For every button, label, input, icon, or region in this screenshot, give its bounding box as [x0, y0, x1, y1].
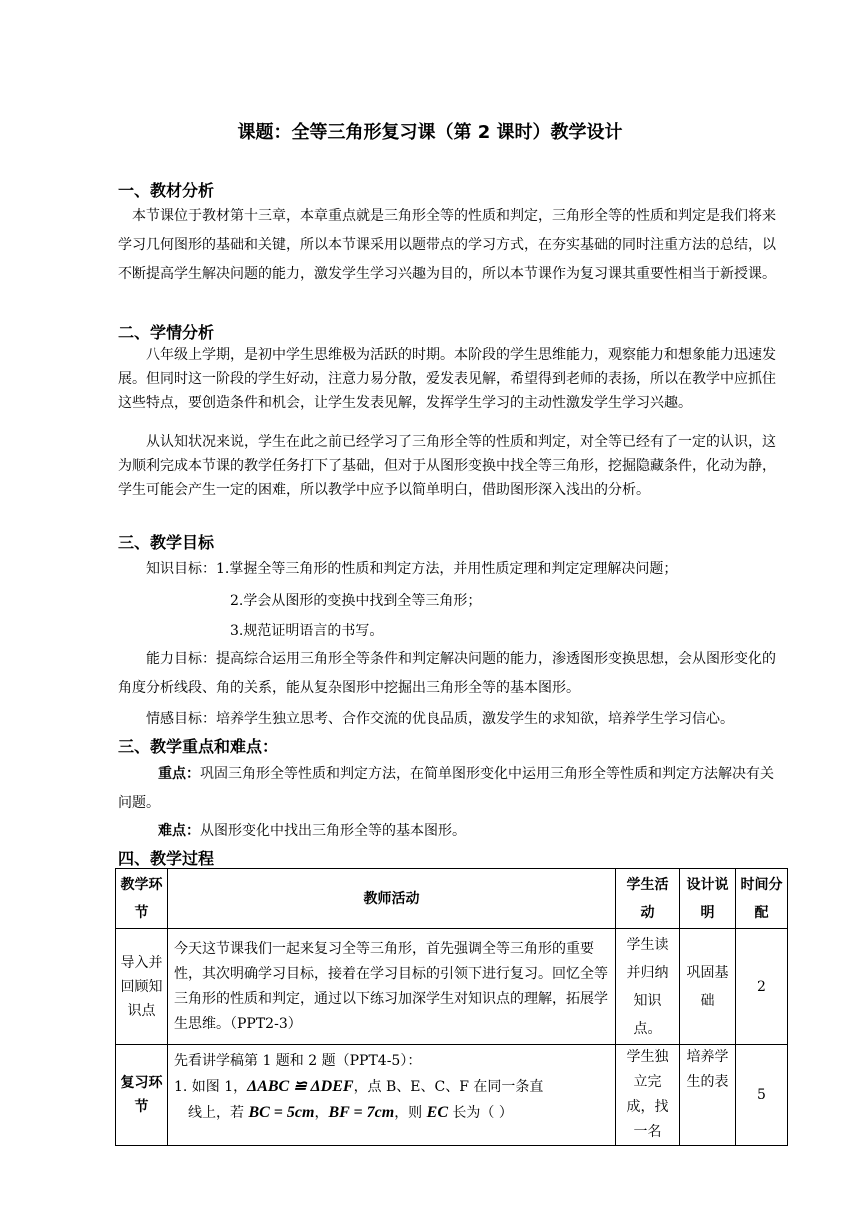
cell-student-activity: 学生读并归纳知识点。 [616, 929, 680, 1045]
bf-length: BF = 7cm [328, 1104, 395, 1121]
difficulty-body: 从图形变化中找出三角形全等的基本图形。 [200, 823, 466, 839]
exercise-line-2: 线上，若 BC = 5cm，BF = 7cm，则 EC 长为（ ） [188, 1104, 513, 1121]
table-row [116, 929, 788, 1045]
key-point-body: 巩固三角形全等性质和判定方法，在简单图形变化中运用三角形全等性质和判定方法解决有关问题。 [118, 766, 774, 811]
cell-stage: 导入并回顾知识点 [116, 929, 168, 1045]
section-heading-learners: 二、学情分析 [118, 323, 215, 342]
section-heading-material: 一、教材分析 [118, 181, 215, 200]
cell-student-activity: 学生独立完成，找一名 [616, 1045, 680, 1146]
header-teacher: 教师活动 [168, 869, 616, 929]
bc-length: BC = 5cm [248, 1104, 315, 1121]
knowledge-objective-1: 知识目标：1.掌握全等三角形的性质和判定方法，并用性质定理和判定定理解决问题； [146, 561, 678, 577]
section-heading-objectives: 三、教学目标 [118, 533, 215, 552]
header-stage: 教学环节 [116, 869, 168, 929]
cell-time: 5 [736, 1045, 788, 1146]
ability-objective: 能力目标：提高综合运用三角形全等条件和判定解决问题的能力，渗透图形变换思想，会从图形变化的角度分析线段、角的关系，能从复杂图形中挖掘出三角形全等的基本图形。 [118, 651, 776, 696]
difficulty-label: 难点： [158, 823, 200, 839]
cell-teacher-activity: 今天这节课我们一起来复习全等三角形，首先强调全等三角形的重要性，其次明确学习目标，接着在学习目标的引领下进行复习。回忆全等三角形的性质和判定，通过以下练习加深学生对知识点的理解，拓展学生思维。（PPT2-3） [168, 929, 616, 1045]
key-point-text [118, 760, 786, 818]
emotion-objective: 情感目标：培养学生独立思考、合作交流的优良品质，激发学生的求知欲，培养学生学习信心。 [146, 711, 734, 727]
congruence-formula: ΔABC ≌ ΔDEF [247, 1078, 354, 1095]
material-analysis-text: 本节课位于教材第十三章，本章重点就是三角形全等的性质和判定，三角形全等的性质和判定是我们将来学习几何图形的基础和关键，所以本节课采用以题带点的学习方式，在夯实基础的同时注重方法的总结，以不断提高学生解决问题的能力，激发学生学习兴趣为目的，所以本节课作为复习课其重要性相当于新授课。 [118, 208, 776, 282]
cell-time: 2 [736, 929, 788, 1045]
learner-analysis-para-1: 八年级上学期，是初中学生思维极为活跃的时期。本阶段的学生思维能力，观察能力和想象能力迅速发展。但同时这一阶段的学生好动，注意力易分散，爱发表见解，希望得到老师的表扬，所以在教学中应抓住这些特点，要创造条件和机会，让学生发表见解，发挥学生学习的主动性激发学生学习兴趣。 [118, 347, 776, 411]
header-design: 设计说明 [680, 869, 736, 929]
teaching-process-table [115, 868, 788, 1146]
exercise-intro: 先看讲学稿第 1 题和 2 题（PPT4-5）： [174, 1053, 422, 1069]
document-title: 课题：全等三角形复习课（第 2 课时）教学设计 [237, 122, 623, 143]
header-time: 时间分配 [736, 869, 788, 929]
cell-teacher-activity [168, 1045, 616, 1146]
header-student: 学生活动 [616, 869, 680, 929]
cell-stage: 复习环节 [116, 1045, 168, 1146]
learner-analysis-para-2: 从认知状况来说，学生在此之前已经学习了三角形全等的性质和判定，对全等已经有了一定的认识，这为顺利完成本节课的教学任务打下了基础，但对于从图形变换中找全等三角形，挖掘隐藏条件，化动为静，学生可能会产生一定的困难，所以教学中应予以简单明白，借助图形深入浅出的分析。 [118, 434, 776, 498]
table-row [116, 1045, 788, 1146]
exercise-line-1: 1. 如图 1，ΔABC ≌ ΔDEF，点 B、E、C、F 在同一条直 [174, 1078, 544, 1095]
section-heading-key-points: 三、教学重点和难点： [118, 737, 279, 756]
difficulty-text [158, 820, 466, 840]
ec-segment: EC [426, 1104, 448, 1121]
table-header-row [116, 869, 788, 929]
cell-design-note: 培养学生的表 [680, 1045, 736, 1146]
cell-design-note: 巩固基础 [680, 929, 736, 1045]
knowledge-objective-3: 3.规范证明语言的书写。 [230, 623, 384, 639]
key-point-label: 重点： [158, 766, 200, 782]
knowledge-objective-2: 2.学会从图形的变换中找到全等三角形； [230, 593, 482, 609]
section-heading-process: 四、教学过程 [118, 849, 215, 868]
